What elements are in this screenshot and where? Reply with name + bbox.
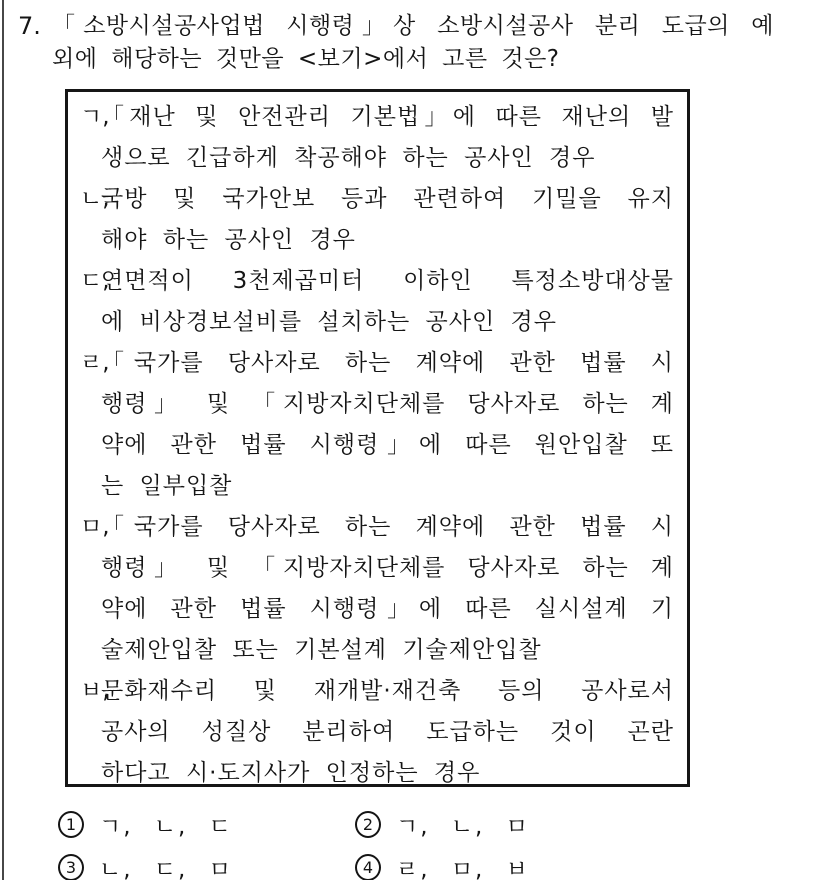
- item-marker-giyeok: ㄱ,: [80, 104, 110, 130]
- choice-3-label: ㄴ, ㄷ, ㅁ: [99, 857, 233, 880]
- item-marker-mieum: ㅁ,: [80, 514, 110, 540]
- item-text-line: 하다고 시·도지사가 인정하는 경우: [101, 760, 481, 786]
- item-marker-nieun: ㄴ,: [80, 186, 110, 212]
- choice-2[interactable]: [355, 803, 530, 846]
- item-text-line: 공사의 성질상 분리하여 도급하는 것이 곤란: [101, 719, 674, 745]
- bogi-item-digeut: [80, 261, 674, 343]
- choice-3[interactable]: [58, 846, 355, 880]
- choice-4[interactable]: [355, 846, 530, 880]
- item-marker-bieup: ㅂ,: [80, 678, 110, 704]
- bogi-item-mieum: [80, 507, 674, 671]
- choice-1-label: ㄱ, ㄴ, ㄷ: [99, 814, 233, 840]
- question-block: [18, 10, 774, 76]
- item-marker-rieul: ㄹ,: [80, 350, 110, 376]
- choice-1-circled-number[interactable]: 1: [58, 811, 84, 838]
- bogi-item-giyeok: [80, 97, 674, 179]
- item-text-line: 행령」 및 「지방자치단체를 당사자로 하는 계: [101, 555, 674, 581]
- choice-3-circled-number[interactable]: 3: [58, 854, 84, 880]
- bogi-list-box: [65, 89, 690, 787]
- column-divider-line: [2, 0, 4, 880]
- question-text-line-2: 외에 해당하는 것만을 <보기>에서 고른 것은?: [52, 46, 560, 72]
- item-text-line: 에 비상경보설비를 설치하는 공사인 경우: [101, 309, 557, 335]
- answer-choices: [58, 803, 530, 880]
- item-text-line: 「국가를 당사자로 하는 계약에 관한 법률 시: [101, 514, 674, 540]
- item-text-line: 「재난 및 안전관리 기본법」에 따른 재난의 발: [101, 104, 674, 130]
- question-text: [18, 10, 774, 76]
- bogi-item-bieup: [80, 671, 674, 787]
- item-text-line: 국방 및 국가안보 등과 관련하여 기밀을 유지: [101, 186, 674, 212]
- item-text-line: 해야 하는 공사인 경우: [101, 227, 356, 253]
- bogi-item-rieul: [80, 343, 674, 507]
- item-text-line: 연면적이 3천제곱미터 이하인 특정소방대상물: [101, 268, 674, 294]
- item-text-line: 문화재수리 및 재개발·재건축 등의 공사로서: [101, 678, 674, 704]
- choice-4-label: ㄹ, ㅁ, ㅂ: [396, 857, 530, 880]
- choice-2-label: ㄱ, ㄴ, ㅁ: [396, 814, 530, 840]
- item-text-line: 술제안입찰 또는 기본설계 기술제안입찰: [101, 637, 542, 663]
- item-text-line: 약에 관한 법률 시행령」에 따른 원안입찰 또: [101, 432, 674, 458]
- choice-1[interactable]: [58, 803, 355, 846]
- item-text-line: 「국가를 당사자로 하는 계약에 관한 법률 시: [101, 350, 674, 376]
- item-marker-digeut: ㄷ,: [80, 268, 110, 294]
- question-number: 7.: [18, 12, 41, 40]
- item-text-line: 는 일부입찰: [101, 473, 233, 499]
- item-text-line: 행령」 및 「지방자치단체를 당사자로 하는 계: [101, 391, 674, 417]
- choice-2-circled-number[interactable]: 2: [355, 811, 381, 838]
- item-text-line: 생으로 긴급하게 착공해야 하는 공사인 경우: [101, 145, 596, 171]
- question-text-line-1: 「소방시설공사업법 시행령」상 소방시설공사 분리 도급의 예: [52, 13, 774, 39]
- bogi-item-nieun: [80, 179, 674, 261]
- item-text-line: 약에 관한 법률 시행령」에 따른 실시설계 기: [101, 596, 674, 622]
- choice-4-circled-number[interactable]: 4: [355, 854, 381, 880]
